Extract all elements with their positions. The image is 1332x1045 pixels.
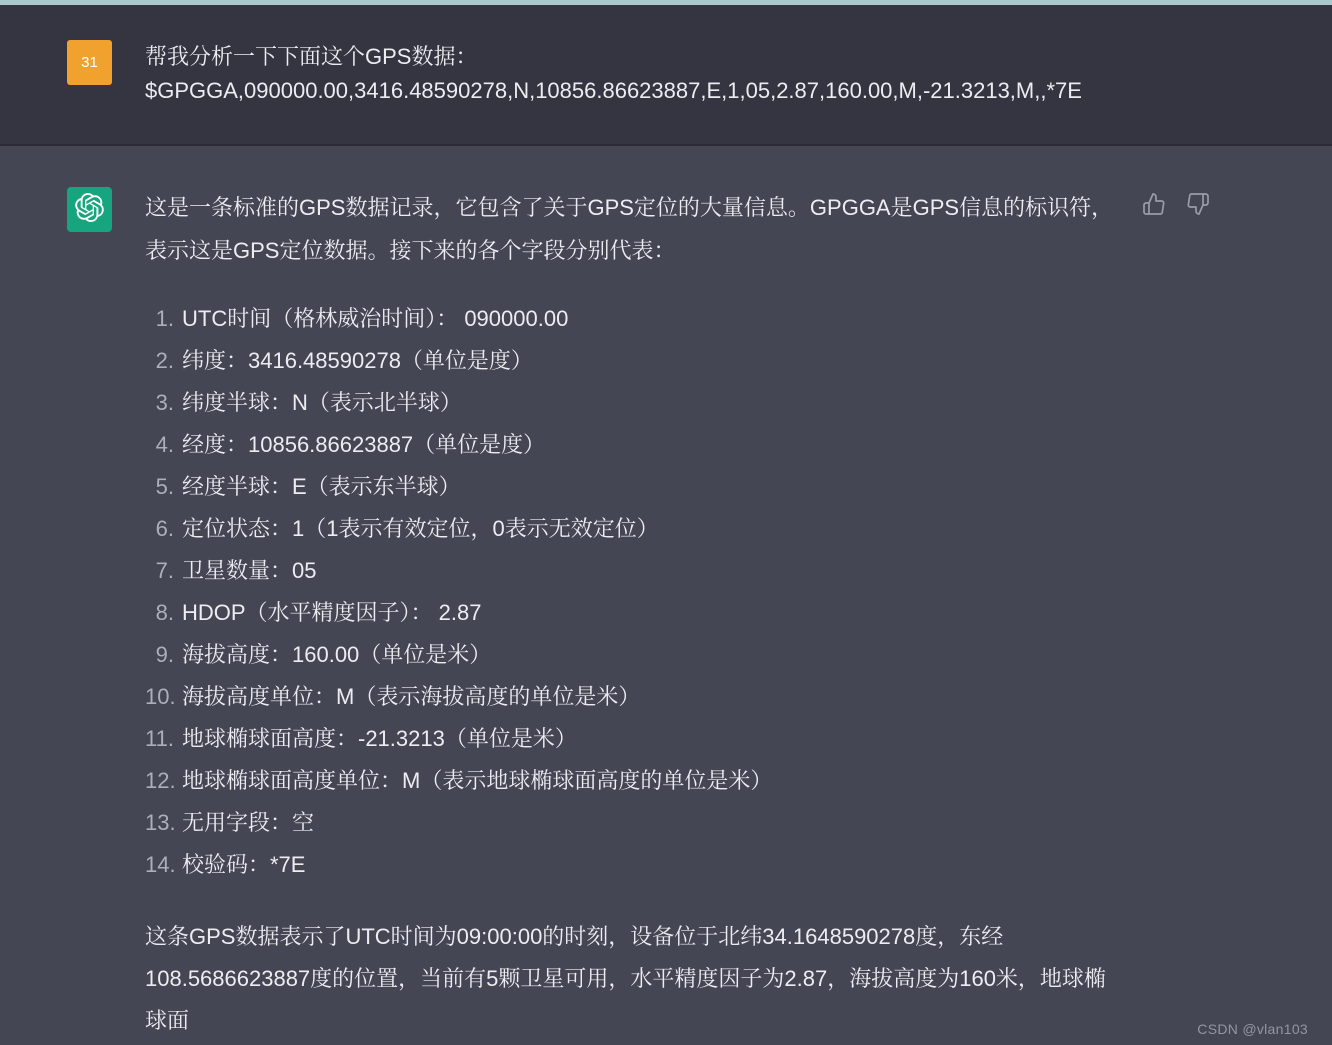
assistant-summary-paragraph: 这条GPS数据表示了UTC时间为09:00:00的时刻，设备位于北纬34.1648590278度，东经108.5686623887度的位置，当前有5颗卫星可用，水平精度因子为2.87，海拔高度为160米，地球椭球面 (145, 924, 1106, 1033)
gps-field-item: 纬度半球：N（表示北半球） (182, 390, 462, 415)
gps-field-item: 校验码：*7E (182, 852, 306, 877)
gps-field-item: 海拔高度单位：M（表示海拔高度的单位是米） (182, 684, 641, 709)
gps-field-item: 经度半球：E（表示东半球） (182, 474, 461, 499)
thumbs-up-button[interactable] (1142, 192, 1166, 216)
gps-field-item: 无用字段：空 (182, 810, 315, 835)
gps-field-item: 纬度：3416.48590278（单位是度） (182, 348, 533, 373)
user-message-text (145, 40, 1082, 108)
user-gps-sentence: $GPGGA,090000.00,3416.48590278,N,10856.86623887,E,1,05,2.87,160.00,M,-21.3213,M,,*7E (145, 78, 1082, 103)
gps-field-item: 地球椭球面高度：-21.3213（单位是米） (182, 726, 577, 751)
user-avatar-label: 31 (81, 54, 98, 71)
user-question-line: 帮我分析一下下面这个GPS数据： (145, 44, 478, 69)
gps-field-item: 定位状态：1（1表示有效定位，0表示无效定位） (182, 516, 659, 541)
thumbs-down-icon (1186, 192, 1210, 216)
gps-field-item: UTC时间（格林威治时间）： 090000.00 (182, 306, 569, 331)
message-feedback-actions (1142, 192, 1210, 216)
assistant-message-row (0, 146, 1332, 1045)
csdn-watermark: CSDN @vlan103 (1197, 1021, 1308, 1037)
thumbs-down-button[interactable] (1186, 192, 1210, 216)
gps-field-item: 海拔高度：160.00（单位是米） (182, 642, 492, 667)
gps-field-item: 地球椭球面高度单位：M（表示地球椭球面高度的单位是米） (182, 768, 773, 793)
assistant-message-text (145, 186, 1125, 1042)
user-avatar (67, 40, 112, 85)
gps-field-item: 卫星数量：05 (182, 558, 317, 583)
thumbs-up-icon (1142, 192, 1166, 216)
user-message-row (0, 5, 1332, 146)
gps-field-item: HDOP（水平精度因子）： 2.87 (182, 600, 482, 625)
openai-logo-icon (75, 193, 104, 227)
assistant-intro-paragraph: 这是一条标准的GPS数据记录，它包含了关于GPS定位的大量信息。GPGGA是GPS信息的标识符，表示这是GPS定位数据。接下来的各个字段分别代表： (145, 195, 1114, 263)
assistant-avatar (67, 187, 112, 232)
gps-field-item: 经度：10856.86623887（单位是度） (182, 432, 546, 457)
gps-field-list (145, 298, 1125, 886)
